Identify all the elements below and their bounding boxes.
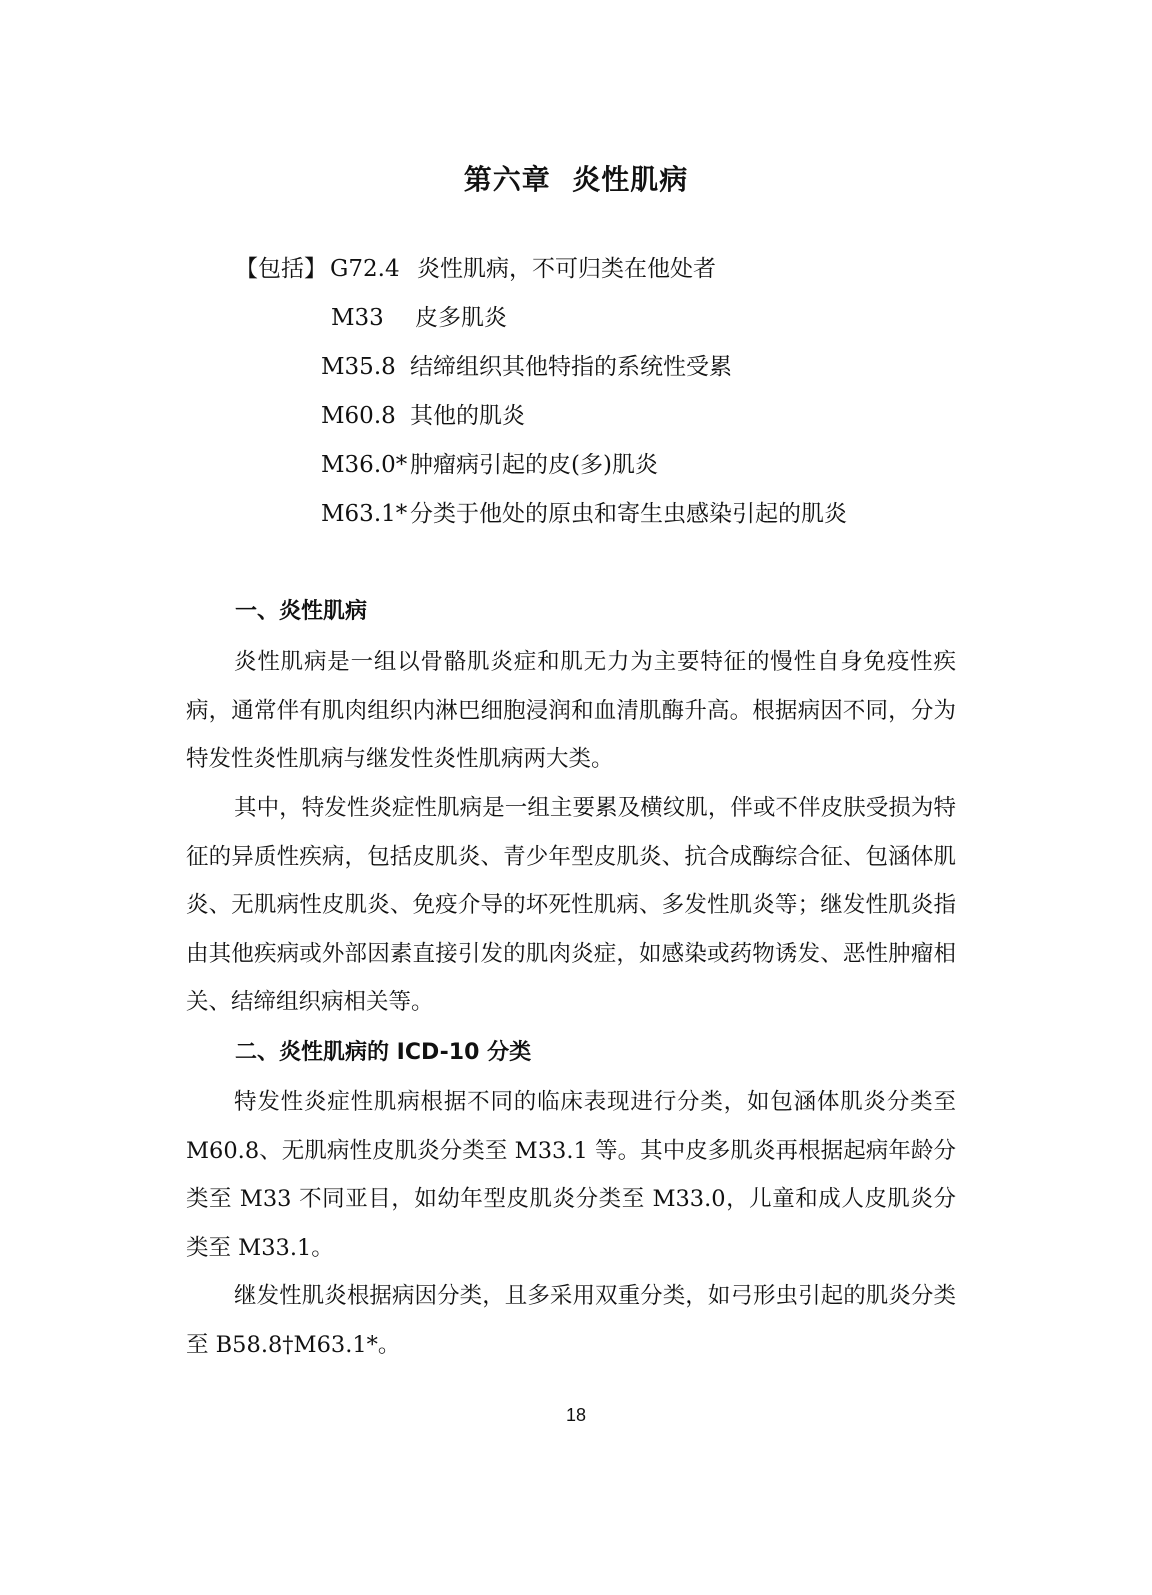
icd-code: M63.1* bbox=[321, 501, 408, 527]
section-heading-2: 二、炎性肌病的 ICD-10 分类 bbox=[235, 1040, 532, 1065]
includes-row-2 bbox=[0, 301, 1152, 335]
icd-description: 结缔组织其他特指的系统性受累 bbox=[410, 354, 732, 380]
section-heading-1: 一、炎性肌病 bbox=[235, 599, 368, 624]
chapter-title: 第六章 炎性肌病 bbox=[463, 163, 689, 196]
paragraph: 炎性肌病是一组以骨骼肌炎症和肌无力为主要特征的慢性自身免疫性疾病，通常伴有肌肉组织内淋巴细胞浸润和血清肌酶升高。根据病因不同，分为特发性炎性肌病与继发性炎性肌病两大类。 bbox=[186, 649, 956, 772]
icd-code: G72.4 bbox=[330, 256, 400, 282]
icd-description: 皮多肌炎 bbox=[415, 305, 507, 331]
icd-description: 其他的肌炎 bbox=[410, 403, 525, 429]
includes-prefix: 【包括】 bbox=[235, 256, 327, 282]
includes-row-1 bbox=[0, 252, 1152, 286]
icd-code: M60.8 bbox=[321, 403, 396, 429]
icd-code: M36.0* bbox=[321, 452, 408, 478]
paragraph: 继发性肌炎根据病因分类，且多采用双重分类，如弓形虫引起的肌炎分类至 B58.8†M63.1*。 bbox=[186, 1283, 956, 1358]
includes-row-3 bbox=[0, 350, 1152, 384]
page-number: 18 bbox=[565, 1405, 587, 1425]
icd-description: 炎性肌病，不可归类在他处者 bbox=[417, 256, 716, 282]
icd-description: 分类于他处的原虫和寄生虫感染引起的肌炎 bbox=[410, 501, 847, 527]
icd-code: M33 bbox=[331, 305, 384, 331]
icd-code: M35.8 bbox=[321, 354, 396, 380]
includes-row-6 bbox=[0, 497, 1152, 531]
paragraph: 特发性炎症性肌病根据不同的临床表现进行分类，如包涵体肌炎分类至 M60.8、无肌病性皮肌炎分类至 M33.1 等。其中皮多肌炎再根据起病年龄分类至 M33 不同亚目，如幼年型皮肌炎分类至 M33.0，儿童和成人皮肌炎分类至 M33.1。 bbox=[186, 1089, 956, 1261]
includes-row-5 bbox=[0, 448, 1152, 482]
includes-row-4 bbox=[0, 399, 1152, 433]
icd-description: 肿瘤病引起的皮(多)肌炎 bbox=[410, 452, 658, 478]
paragraph: 其中，特发性炎症性肌病是一组主要累及横纹肌，伴或不伴皮肤受损为特征的异质性疾病，包括皮肌炎、青少年型皮肌炎、抗合成酶综合征、包涵体肌炎、无肌病性皮肌炎、免疫介导的坏死性肌病、多发性肌炎等；继发性肌炎指由其他疾病或外部因素直接引发的肌肉炎症，如感染或药物诱发、恶性肿瘤相关、结缔组织病相关等。 bbox=[186, 795, 956, 1015]
